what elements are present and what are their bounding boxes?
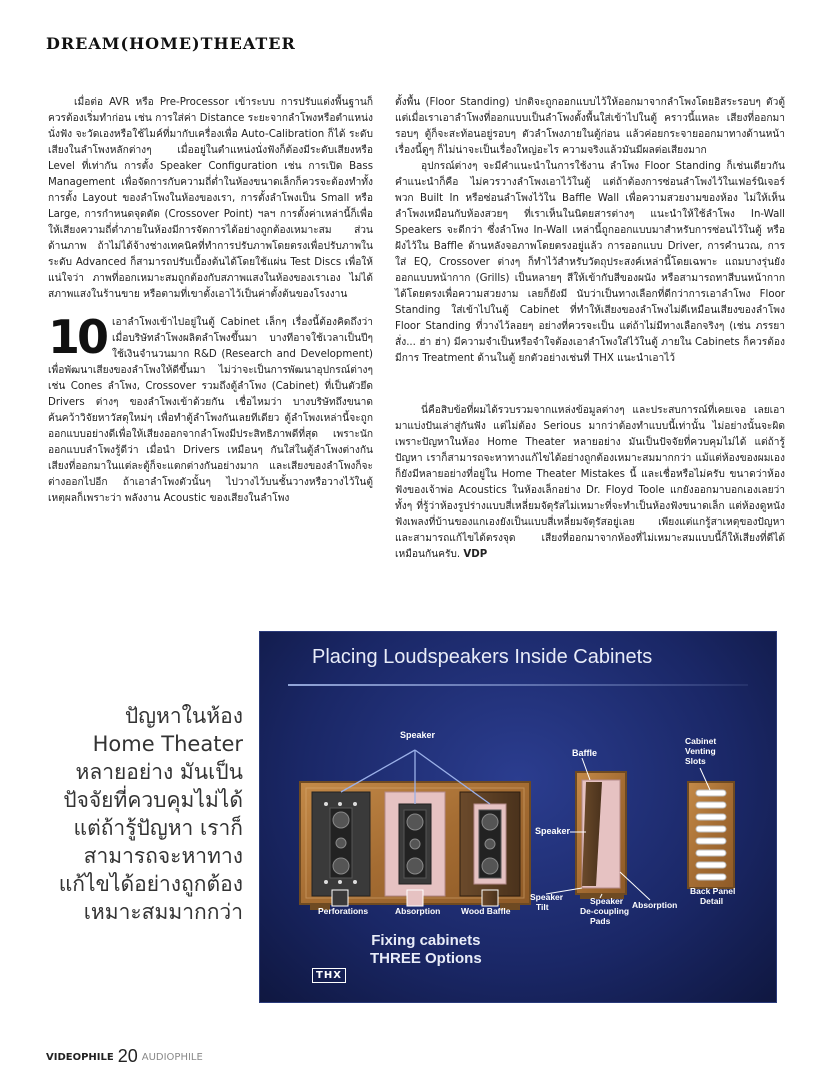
thx-cabinet-diagram xyxy=(259,631,777,1003)
label-decoupling-2: De-coupling xyxy=(580,906,630,916)
label-speaker-tilt-1: Speaker xyxy=(530,892,564,902)
article-column-right xyxy=(395,95,785,563)
caption-line: THREE Options xyxy=(370,950,482,967)
speaker-option-perforations xyxy=(312,792,370,896)
cabinet-back-panel xyxy=(688,782,734,888)
legend-absorption-label: Absorption xyxy=(395,906,441,916)
figure-title: Placing Loudspeakers Inside Cabinets xyxy=(312,646,653,668)
article-paragraph: ตั้งพื้น (Floor Standing) ปกติจะถูกออกแบบไว้ให้ออกมาจากลำโพงโดยอิสระรอบๆ ตัวตู้ แต่เมื่อเราเอาลำโพงที่ออกแบบเป็นลำโพงตั้งพื้นใส่เข้าไปในตู้ คราวนี้แหละ เสียงที่ออกมารอบๆ ตู้ก็จะสะท้อนอยู่รอบๆ ตัวลำโพงภายในตู้ก่อน แล้วค่อยกระจายออกมาทางด้านหน้า เรื่องนี้ดูๆ ก็ไม่น่าจะเป็นเรื่องใหญ่อะไร ความจริงแล้วมันมีผลต่อเสียงมาก xyxy=(395,97,785,156)
pull-quote-line: ปัญหาในห้อง xyxy=(124,704,243,728)
page-number: 20 xyxy=(117,1046,138,1066)
page-footer xyxy=(46,1046,203,1067)
label-cabinet-venting-line3: Slots xyxy=(685,756,706,766)
footer-magazine-name: VIDEOPHILE xyxy=(46,1052,114,1063)
pull-quote-line: หลายอย่าง มันเป็น xyxy=(75,760,243,784)
article-paragraph-text: นี่คือสิบข้อที่ผมได้รวบรวมจากแหล่งข้อมูลต่างๆ และประสบการณ์ที่เคยเจอ เลยเอามาแบ่งปันเล่าสู่กันฟัง แต่ไม่ต้อง Serious มากว่าต้องทำแบบนี้เท่านั้น ไม่อย่างนั้นจะผิด เพราะปัญหาในห้อง Home Theater หลายอย่าง มันเป็นปัจจัยที่ควบคุมไม่ได้ แต่ถ้ารู้ปัญหา เราก็สามารถจะหาทางแก้ไขได้อย่างถูกต้องเหมาะสมมากกว่า แม้แต่ห้องของผมเองก็ยังมีหลายอย่างที่อยู่ใน Home Theater Mistakes นี้ และเชื่อหรือไม่ครับ ขนาดว่าห้องฟังของเจ้าพ่อ Acoustics ในห้องเล็กอย่าง Dr. Floyd Toole แกยังออกมาบอกเองเลยว่า ทั้งๆ ที่รู้ว่าห้องรูปร่างแบบสี่เหลี่ยมจัตุรัสไม่เหมาะที่จะทำเป็นห้องฟังขนาดเล็ก แต่ห้องดูหนังฟังเพลงที่บ้านของแกเองยังเป็นแบบสี่เหลี่ยมจัตุรัสอยู่เลย เพียงแต่แกรู้สาเหตุของปัญหา และสามารถแก้ไขได้ตรงจุด เสียงที่ออกมาจากห้องที่ไม่เหมาะสมแบบนี้ก็ให้เสียงที่ดีได้เหมือนกันครับ. xyxy=(395,405,785,560)
pull-quote-line: Home Theater xyxy=(92,732,243,756)
legend-perforations-label: Perforations xyxy=(318,906,369,916)
article-column-left xyxy=(48,95,373,507)
label-cabinet-venting-line2: Venting xyxy=(685,746,716,756)
cabinet-illustration xyxy=(260,632,776,1002)
article-paragraph: เมื่อต่อ AVR หรือ Pre-Processor เข้าระบบ การปรับแต่งพื้นฐานก็ควรต้องเริ่มทำก่อน เช่น การใส่ค่า Distance ระยะจากลำโพงหรือตำแหน่งนั่งฟัง จะวัดเองหรือใช้ไมค์ที่มากับเครื่องเพื่อ Auto-Calibration ก็ได้ ระดับเสียงในลำโพงหลักต่างๆ เมื่ออยู่ในตำแหน่งนั่งฟังก็ต้องมีระดับเสียงหรือ Level ที่เท่ากัน การตั้ง Speaker Configuration เช่น การเปิด Bass Management เพื่อจัดการกับความถี่ต่ำในห้องขนาดเล็กก็ควรจะต้องทำทั้งการตั้ง Layout ของลำโพงในห้องของเรา, การตั้งลำโพงเป็น Small หรือ Large, การกำหนดจุดตัด (Crossover Point) ฯลฯ การตั้งค่าเหล่านี้ก็เพื่อให้เสียงความถี่ต่ำภายในห้องมีการจัดการได้อย่างถูกต้องเหมาะสม ส่วนด้านภาพ ถ้าไม่ได้จ้างช่างเทคนิคที่ทำการปรับภาพโดยตรงเพื่อปรับภาพในระดับ Advanced ก็สามารถปรับเบื้องต้นได้โดยใช้แผ่น Test Discs เพื่อให้แน่ใจว่า ภาพที่ออกเหมาะสมถูกต้องกับสภาพแสงในห้องของเราเอง ไม่ได้สภาพแสงในร้านขาย หรือตามที่เขาตั้งเอาไว้เป็นค่าตั้งต้นของโรงงาน xyxy=(48,97,373,300)
label-back-panel-1: Back Panel xyxy=(690,886,736,896)
label-speaker-side: Speaker xyxy=(535,826,571,836)
label-baffle: Baffle xyxy=(572,748,598,758)
pull-quote-line: แต่ถ้ารู้ปัญหา เราก็ xyxy=(73,816,243,840)
label-absorption-side: Absorption xyxy=(632,900,678,910)
footer-section-name: AUDIOPHILE xyxy=(141,1052,203,1063)
drop-cap-number: 10 xyxy=(48,310,107,364)
label-cabinet-venting-line1: Cabinet xyxy=(685,736,717,746)
label-speaker-top: Speaker xyxy=(400,730,436,740)
magazine-section-header: DREAM(HOME)THEATER xyxy=(46,34,296,53)
thx-logo: THX xyxy=(312,968,346,983)
caption-line: Fixing cabinets xyxy=(371,932,481,949)
article-paragraph-text: เอาลำโพงเข้าไปอยู่ในตู้ Cabinet เล็กๆ เรื่องนี้ต้องคิดถึงว่าเมื่อบริษัทลำโพงผลิตลำโพงขึ้นมา บางทีอาจใช้เวลาเป็นปีๆ ใช้เงินจำนวนมาก R&D (Research and Development) เพื่อพัฒนาเสียงของลำโพงให้ดีขึ้นมา ไม่ว่าจะเป็นการพัฒนาอุปกรณ์ต่างๆ เช่น Cones ลำโพง, Crossover รวมถึงตู้ลำโพง (Cabinet) ที่เป็นตัวยึด Drivers ต่างๆ ของลำโพงเข้าด้วยกัน เชื่อไหมว่า บางบริษัทถึงขนาดค้นคว้าวิจัยหาวัสดุใหม่ๆ เพื่อทำตู้ลำโพงกันเลยทีเดียว ตู้ลำโพงเหล่านี้จะถูกออกแบบอย่างดีเพื่อให้เสียงออกจากลำโพงมีประสิทธิภาพดีที่สุด เพราะนักออกแบบลำโพงรู้ดีว่า เมื่อนำ Drivers เหมือนๆ กันใส่ในตู้ลำโพงต่างกัน เสียงที่ออกมาในแต่ละตู้ก็จะแตกต่างกันอย่างมาก และเสียงของลำโพงก็จะต่างออกไปอีก ถ้าเอาลำโพงตัวนั้นๆ ไปวางไว้บนชั้นวางหรือวางไว้ในตู้ เหตุผลก็เพราะว่า พลังงาน Acoustic ของเสียงในลำโพง xyxy=(48,317,373,504)
pull-quote-line: เหมาะสมมากกว่า xyxy=(83,900,243,924)
figure-caption xyxy=(370,932,482,968)
article-paragraph-closing xyxy=(395,403,785,563)
author-signoff: VDP xyxy=(463,549,488,560)
speaker-option-absorption xyxy=(385,792,445,896)
cabinet-side-view xyxy=(576,772,626,899)
speaker-option-wood-baffle xyxy=(460,792,520,896)
pull-quote-line: ปัจจัยที่ควบคุมไม่ได้ xyxy=(63,788,243,812)
legend-wood-baffle-label: Wood Baffle xyxy=(461,906,511,916)
label-decoupling-1: Speaker xyxy=(590,896,624,906)
label-decoupling-3: Pads xyxy=(590,916,611,926)
label-speaker-tilt-2: Tilt xyxy=(536,902,549,912)
pull-quote-line: สามารถจะหาทาง xyxy=(83,844,243,868)
pull-quote xyxy=(48,702,243,926)
pull-quote-line: แก้ไขได้อย่างถูกต้อง xyxy=(58,872,243,896)
article-paragraph: อุปกรณ์ต่างๆ จะมีคำแนะนำในการใช้งาน ลำโพง Floor Standing ก็เช่นเดียวกัน คำแนะนำก็คือ ไม่ควรวางลำโพงเอาไว้ในตู้ แต่ถ้าต้องการซ่อนลำโพงไว้ในเฟอร์นิเจอร์ พวก Built In หรือซ่อนลำโพงไว้ใน Baffle Wall เพื่อความสวยงามของห้อง ไม่ให้เห็นลำโพงเหมือนกับห้องสวยๆ ที่เราเห็นในนิตยสารต่างๆ แนะนำให้ใช้ลำโพง In-Wall Speakers จะดีกว่า ซึ่งลำโพง In-Wall เหล่านี้ถูกออกแบบมาสำหรับการซ่อนไว้ในตู้ หรือฝังไว้ใน Baffle ด้านหลังจอภาพโดยตรงอยู่แล้ว การออกแบบ Driver, การคำนวณ, การใส่ EQ, Crossover ต่างๆ ก็ทำไว้สำหรับวัตถุประสงค์เหล่านี้โดยเฉพาะ แถมบางรุ่นยังออกแบบหน้ากาก (Grills) เป็นหลายๆ สีให้เข้ากับสีของผนัง หรือสามารถทาสีบนหน้ากากได้โดยตรงเพื่อความสวยงาม เลยก็ยังมี นับว่าเป็นทางเลือกที่ดีกว่าการเอาลำโพง Floor Standing ใส่เข้าไปในตู้ Cabinet ที่ทำให้เสียงของลำโพงไม่ดีเหมือนเสียงของลำโพง Floor Standing ที่วางไว้ลอยๆ อย่างที่ควรจะเป็น แต่ถ้าไม่มีทางเลือกจริงๆ (เช่น ภรรยาสั่ง... ฮ่า ฮ่า) มีความจำเป็นหรือจำใจต้องเอาลำโพงใส่ไว้ในตู้ ภายใน Cabinets ก็ควรต้องมีการ Treatment ด้านในตู้ ยกตัวอย่างเช่นที่ THX แนะนำเอาไว้ xyxy=(395,161,785,364)
side-callout-lines xyxy=(546,758,710,900)
article-paragraph-numbered xyxy=(48,310,373,507)
label-back-panel-2: Detail xyxy=(700,896,724,906)
